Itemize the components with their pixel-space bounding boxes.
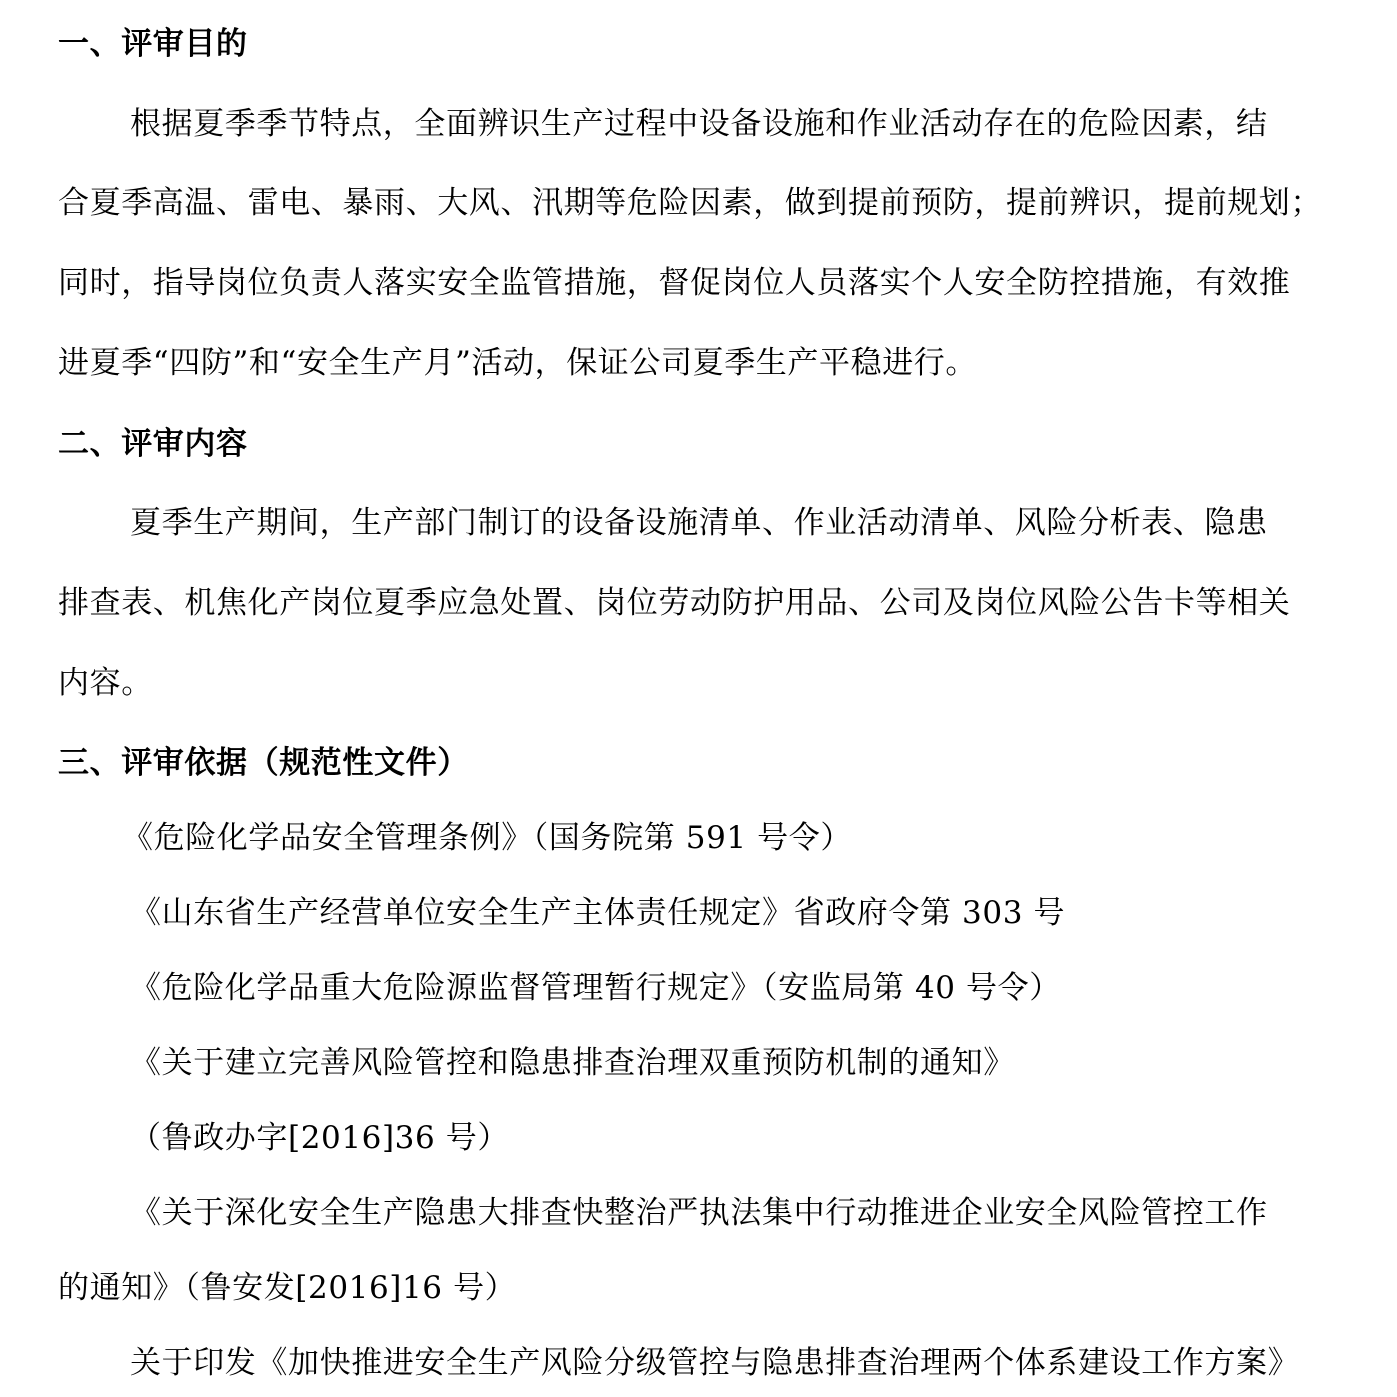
paragraph-line: 合夏季高温、雷电、暴雨、大风、汛期等危险因素，做到提前预防，提前辨识，提前规划； <box>58 185 1322 221</box>
reference-item: 《关于建立完善风险管控和隐患排查治理双重预防机制的通知》 <box>130 1045 1015 1081</box>
paragraph-line: 根据夏季季节特点，全面辨识生产过程中设备设施和作业活动存在的危险因素，结 <box>130 106 1268 142</box>
reference-item: 《危险化学品安全管理条例》（国务院第 591 号令） <box>122 820 852 856</box>
reference-item: 《山东省生产经营单位安全生产主体责任规定》省政府令第 303 号 <box>130 895 1066 931</box>
reference-item: 《危险化学品重大危险源监督管理暂行规定》（安监局第 40 号令） <box>130 970 1061 1006</box>
reference-item: 关于印发《加快推进安全生产风险分级管控与隐患排查治理两个体系建设工作方案》 <box>130 1345 1300 1381</box>
section-heading-basis: 三、评审依据（规范性文件） <box>58 745 469 781</box>
paragraph-line: 排查表、机焦化产岗位夏季应急处置、岗位劳动防护用品、公司及岗位风险公告卡等相关 <box>58 585 1291 621</box>
paragraph-line: 进夏季“四防”和“安全生产月”活动，保证公司夏季生产平稳进行。 <box>58 345 977 381</box>
reference-item: （鲁政办字[2016]36 号） <box>130 1120 509 1156</box>
reference-item: 的通知》（鲁安发[2016]16 号） <box>58 1270 517 1306</box>
paragraph-line: 内容。 <box>58 665 153 701</box>
paragraph-line: 夏季生产期间，生产部门制订的设备设施清单、作业活动清单、风险分析表、隐患 <box>130 505 1268 541</box>
section-heading-content: 二、评审内容 <box>58 426 248 462</box>
paragraph-line: 同时，指导岗位负责人落实安全监管措施，督促岗位人员落实个人安全防控措施，有效推 <box>58 265 1291 301</box>
section-heading-purpose: 一、评审目的 <box>58 26 248 62</box>
reference-item: 《关于深化安全生产隐患大排查快整治严执法集中行动推进企业安全风险管控工作 <box>130 1195 1268 1231</box>
